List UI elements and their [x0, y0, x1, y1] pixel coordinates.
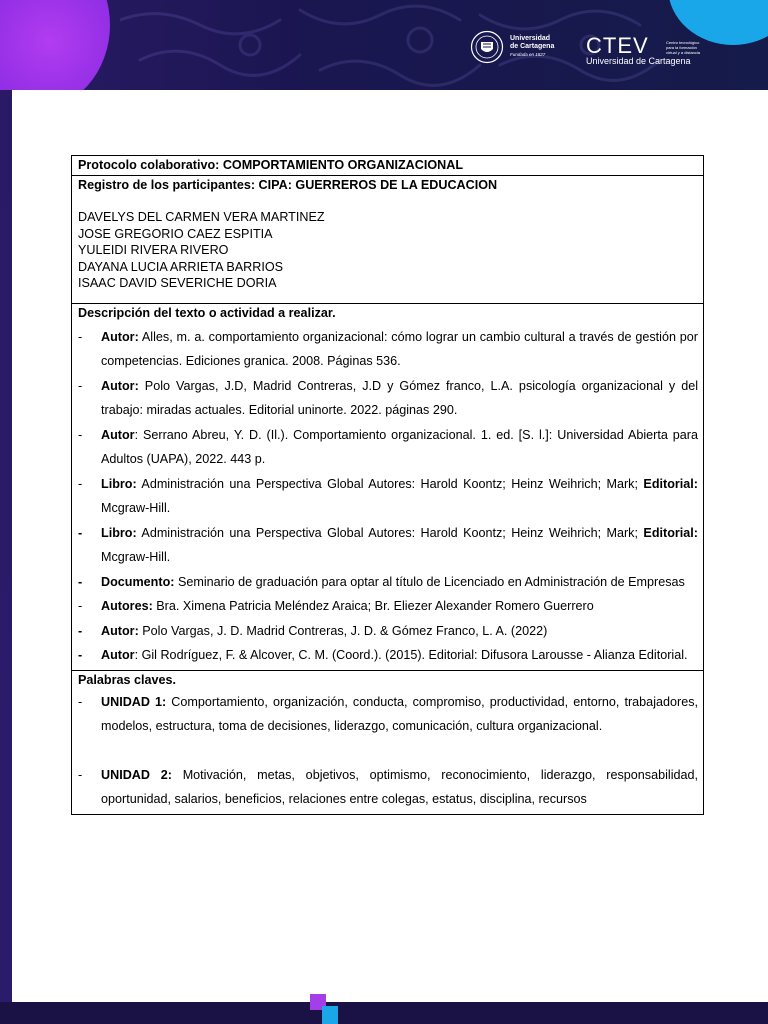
left-border-strip — [0, 90, 12, 1024]
university-logo — [470, 30, 554, 64]
spacer — [78, 739, 698, 763]
list-item: - UNIDAD 1: Comportamiento, organización, conducta, compromiso, productividad, entorno, trabajadores, modelos, estructura, toma de decisiones, liderazgo, comunicación, cultura organizacional. — [78, 694, 698, 733]
protocol-table — [71, 155, 704, 815]
protocol-title: Protocolo colaborativo: COMPORTAMIENTO ORGANIZACIONAL — [78, 158, 464, 172]
cyan-square-decor — [322, 1006, 338, 1024]
list-item: - Autor: Polo Vargas, J.D, Madrid Contreras, J.D y Gómez franco, L.A. psicología organizacional y del trabajo: miradas actuales. Editorial uninorte. 2022. páginas 290. — [78, 378, 698, 417]
keywords-header: Palabras claves. — [78, 672, 177, 687]
description-header: Descripción del texto o actividad a realizar. — [78, 305, 336, 320]
ctev-side-text: Centro tecnológico para la formación virtual y a distancia — [666, 40, 701, 55]
participant-name: DAVELYS DEL CARMEN VERA MARTINEZ — [78, 210, 325, 224]
list-item: - Documento: Seminario de graduación para optar al título de Licenciado en Administración de Empresas — [78, 574, 685, 589]
participant-name: ISAAC DAVID SEVERICHE DORIA — [78, 276, 277, 290]
footer-band — [0, 1002, 768, 1024]
keywords-list — [78, 690, 698, 812]
list-item: - Autor: Polo Vargas, J. D. Madrid Contreras, J. D. & Gómez Franco, L. A. (2022) — [78, 623, 548, 638]
university-seal-icon — [470, 30, 504, 64]
purple-decor-shape — [0, 0, 110, 90]
references-list — [78, 325, 698, 668]
list-item: - Autor: Serrano Abreu, Y. D. (Il.). Comportamiento organizacional. 1. ed. [S. l.]: Universidad Abierta para Adultos (UAPA), 2022. 443 p. — [78, 427, 698, 466]
participant-name: JOSE GREGORIO CAEZ ESPITIA — [78, 226, 273, 241]
list-item: - Autores: Bra. Ximena Patricia Meléndez Araica; Br. Eliezer Alexander Romero Guerrero — [78, 599, 594, 613]
header-banner — [0, 0, 768, 90]
participant-name: DAYANA LUCIA ARRIETA BARRIOS — [78, 259, 284, 274]
list-item: - Libro: Administración una Perspectiva Global Autores: Harold Koontz; Heinz Weihrich; Mark; Editorial: Mcgraw-Hill. — [78, 476, 698, 515]
university-name-line2: de Cartagena — [510, 43, 555, 50]
ctev-logo — [586, 33, 701, 66]
participant-name: YULEIDI RIVERA RIVERO — [78, 243, 229, 257]
university-founded: Fundada en 1827 — [510, 52, 546, 57]
keywords-row — [72, 670, 704, 814]
participants-row — [72, 176, 704, 304]
university-name-line1: Universidad — [510, 35, 551, 42]
participants-list — [78, 209, 698, 301]
participants-header: Registro de los participantes: CIPA: GUERREROS DE LA EDUCACION — [78, 178, 498, 192]
list-item: - Autor: Gil Rodríguez, F. & Alcover, C. M. (Coord.). (2015). Editorial: Difusora Larousse - Alianza Editorial. — [78, 648, 688, 662]
list-item: - Libro: Administración una Perspectiva Global Autores: Harold Koontz; Heinz Weihrich; Mark; Editorial: Mcgraw-Hill. — [78, 525, 698, 564]
ctev-subtitle: Universidad de Cartagena — [586, 56, 691, 66]
list-item: - UNIDAD 2: Motivación, metas, objetivos, optimismo, reconocimiento, liderazgo, responsabilidad, oportunidad, salarios, beneficios, relaciones entre colegas, estatus, disciplina, recursos — [78, 767, 699, 806]
description-row — [72, 303, 704, 670]
list-item: - Autor: Alles, m. a. comportamiento organizacional: cómo lograr un cambio cultural a través de gestión por competencias. Ediciones granica. 2008. Páginas 536. — [78, 329, 698, 368]
ctev-wordmark: CTEV — [586, 33, 649, 58]
title-row — [72, 156, 704, 176]
